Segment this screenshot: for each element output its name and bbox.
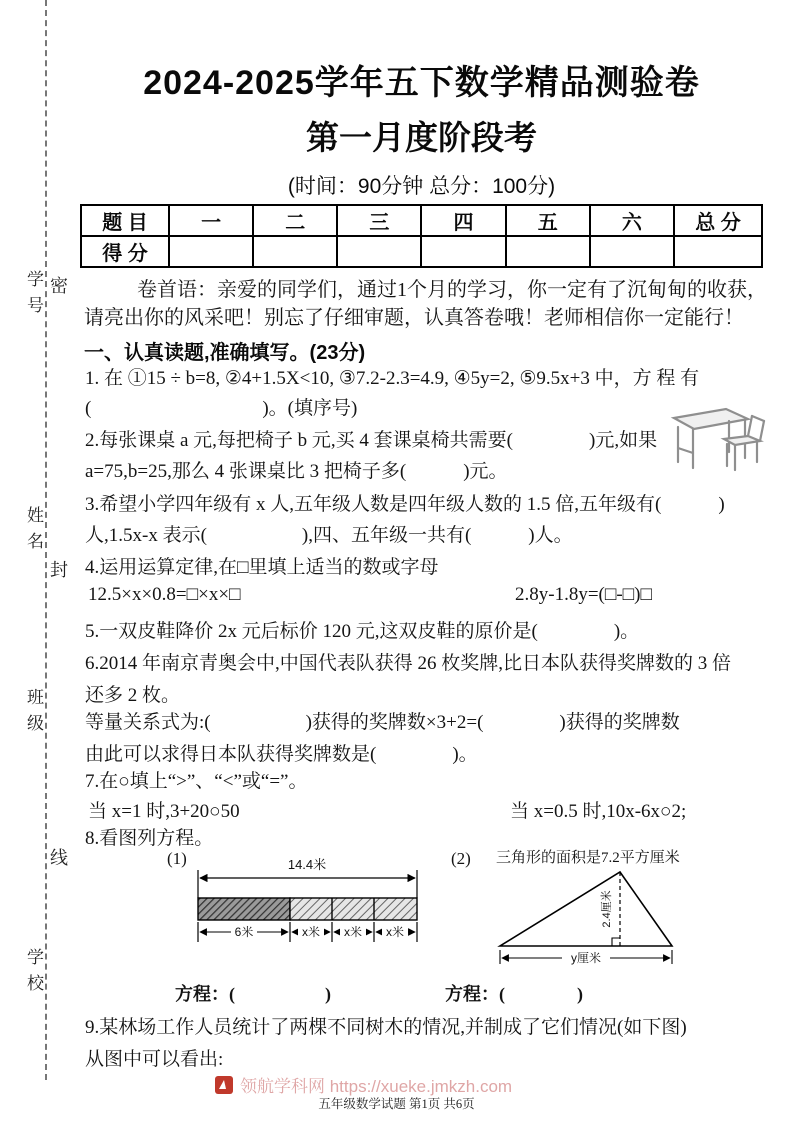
- bar-segment-6m: [198, 898, 290, 920]
- desk-chair-illustration: [668, 396, 768, 478]
- student-number-label: 学号: [24, 270, 43, 322]
- site-logo-icon: [215, 1076, 233, 1094]
- score-header-3: 三: [337, 205, 421, 236]
- q7-compare-left: 当 x=1 时,3+20○50: [88, 801, 240, 822]
- score-table-score-row: [81, 236, 762, 267]
- seal-char-xian: 线: [50, 848, 68, 868]
- score-table: [80, 204, 763, 268]
- triangle-shape: [500, 872, 672, 946]
- seal-char-feng: 封: [50, 560, 68, 580]
- score-cell-1: [169, 236, 253, 267]
- footer-page-info: 五年级数学试题 第1页 共6页: [318, 1097, 475, 1111]
- q4-expression-right: 2.8y-1.8y=(□-□)□: [515, 584, 652, 605]
- section1-title: 一、认真读题,准确填写。(23分): [84, 342, 366, 364]
- intro-line2: 请亮出你的风采吧！别忘了仔细审题，认真答卷哦！老师相信你一定能行！: [84, 307, 744, 329]
- bar-segment-label-x2: x米: [343, 925, 363, 939]
- score-header-6: 六: [590, 205, 674, 236]
- score-header-5: 五: [506, 205, 590, 236]
- score-cell-total: [674, 236, 762, 267]
- score-table-header-row: [81, 205, 762, 236]
- intro-line1: 卷首语：亲爱的同学们，通过1个月的学习，你一定有了沉甸甸的收获，: [137, 279, 767, 301]
- score-header-total: 总 分: [674, 205, 762, 236]
- score-header-timu: 题 目: [81, 205, 169, 236]
- q1-line1: 1. 在 ①15 ÷ b=8, ②4+1.5X<10, ③7.2-2.3=4.9, ④5y=2, ⑤9.5x+3 中，方 程 有: [85, 368, 700, 389]
- bar-segment-label-x1: x米: [301, 925, 321, 939]
- score-cell-2: [253, 236, 337, 267]
- q9-line2: 从图中可以看出:: [85, 1049, 224, 1070]
- q3-line2: 人,1.5x-x 表示( ),四、五年级一共有( )人。: [85, 525, 573, 546]
- class-label: 班级: [24, 688, 43, 740]
- right-angle-mark: [612, 938, 620, 946]
- triangle-height-label: 2.4厘米: [601, 890, 613, 928]
- score-row-label: 得 分: [81, 236, 169, 267]
- q6-line1: 6.2014 年南京青奥会中,中国代表队获得 26 枚奖牌,比日本队获得奖牌数的 3 倍: [85, 653, 732, 674]
- q8-equation1: 方程：( ): [175, 984, 331, 1004]
- bar-segment-x: [290, 898, 417, 920]
- q6-line2: 还多 2 枚。: [85, 685, 181, 706]
- q8-diagram1-label: (1): [167, 849, 187, 868]
- q6-line3: 等量关系式为:( )获得的奖牌数×3+2=( )获得的奖牌数: [85, 712, 680, 733]
- score-cell-3: [337, 236, 421, 267]
- q7-line1: 7.在○填上“>”、“<”或“=”。: [85, 771, 308, 792]
- score-header-4: 四: [421, 205, 505, 236]
- bar-total-length-label: 14.4米: [287, 858, 327, 872]
- q8-diagram2-label: (2): [451, 849, 471, 868]
- desk-top: [674, 409, 748, 429]
- q3-line1: 3.希望小学四年级有 x 人,五年级人数是四年级人数的 1.5 倍,五年级有( ): [85, 494, 725, 515]
- q9-line1: 9.某林场工作人员统计了两棵不同树木的情况,并制成了它们情况(如下图): [85, 1017, 687, 1038]
- student-name-label: 姓名: [24, 506, 43, 558]
- time-total-info: (时间：90分钟 总分：100分): [287, 175, 556, 198]
- score-cell-6: [590, 236, 674, 267]
- paper-subtitle: 第一月度阶段考: [306, 119, 537, 156]
- bar-segment-label-6m: 6米: [234, 925, 254, 939]
- q2-line2: a=75,b=25,那么 4 张课桌比 3 把椅子多( )元。: [85, 461, 508, 482]
- q8-triangle-caption: 三角形的面积是7.2平方厘米: [496, 850, 680, 866]
- score-cell-5: [506, 236, 590, 267]
- q4-expression-left: 12.5×x×0.8=□×x×□: [88, 584, 241, 605]
- q8-bar-diagram: [190, 858, 430, 962]
- score-cell-4: [421, 236, 505, 267]
- q2-line1: 2.每张课桌 a 元,每把椅子 b 元,买 4 套课桌椅共需要( )元,如果: [85, 430, 658, 451]
- triangle-base-label: y厘米: [570, 951, 602, 965]
- footer-site-text: 领航学科网 https://xueke.jmkzh.com: [240, 1077, 513, 1096]
- score-header-1: 一: [169, 205, 253, 236]
- q8-equation2: 方程：( ): [445, 984, 583, 1004]
- q5-line1: 5.一双皮鞋降价 2x 元后标价 120 元,这双皮鞋的原价是( )。: [85, 621, 640, 642]
- q6-line4: 由此可以求得日本队获得奖牌数是( )。: [85, 744, 478, 765]
- q4-line1: 4.运用运算定律,在□里填上适当的数或字母: [85, 557, 439, 578]
- score-header-2: 二: [253, 205, 337, 236]
- school-label: 学校: [24, 948, 43, 1000]
- paper-title: 2024-2025学年五下数学精品测验卷: [143, 64, 700, 102]
- q8-title: 8.看图列方程。: [85, 828, 214, 849]
- q7-compare-right: 当 x=0.5 时,10x-6x○2;: [510, 801, 687, 822]
- seal-char-mi: 密: [50, 276, 68, 296]
- q1-line2: ( )。(填序号): [85, 398, 358, 419]
- bar-segment-label-x3: x米: [385, 925, 405, 939]
- q8-triangle-diagram: [482, 862, 687, 980]
